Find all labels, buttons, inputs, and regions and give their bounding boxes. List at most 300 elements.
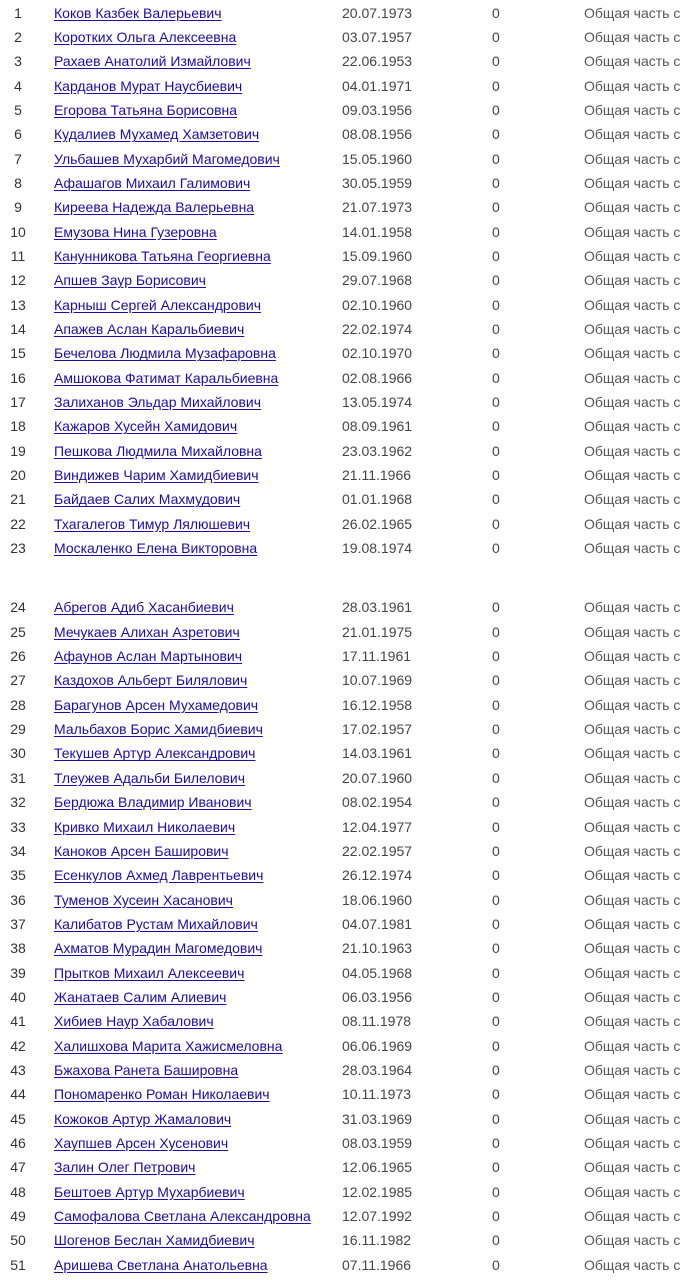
list-part: Общая часть с bbox=[584, 223, 680, 240]
vote-count: 0 bbox=[492, 28, 500, 45]
table-row bbox=[0, 936, 680, 960]
candidate-name-link[interactable]: Хаупшев Арсен Хусенович bbox=[54, 1134, 229, 1151]
list-part: Общая часть с bbox=[584, 77, 680, 94]
candidate-name-link[interactable]: Виндижев Чарим Хамидбиевич bbox=[54, 467, 259, 484]
birth-date: 21.11.1966 bbox=[342, 467, 412, 484]
birth-date: 26.02.1965 bbox=[342, 515, 413, 532]
list-part: Общая часть с bbox=[584, 247, 680, 264]
table-row bbox=[0, 1082, 680, 1106]
row-number: 49 bbox=[10, 1208, 26, 1224]
table-row bbox=[0, 512, 680, 536]
candidate-name-link[interactable]: Емузова Нина Гузеровна bbox=[54, 223, 217, 240]
birth-date: 12.07.1992 bbox=[342, 1208, 413, 1224]
vote-count: 0 bbox=[492, 491, 500, 508]
table-row bbox=[0, 595, 680, 619]
birth-date: 06.03.1956 bbox=[342, 988, 413, 1005]
candidate-name-link[interactable]: Рахаев Анатолий Измайлович bbox=[54, 53, 251, 70]
row-number: 50 bbox=[10, 1232, 26, 1249]
list-part: Общая часть с bbox=[584, 4, 680, 21]
birth-date: 06.06.1969 bbox=[342, 1037, 413, 1054]
row-number: 9 bbox=[14, 199, 22, 216]
vote-count: 0 bbox=[492, 1061, 500, 1078]
birth-date: 16.11.1982 bbox=[342, 1232, 412, 1249]
row-number: 2 bbox=[14, 28, 22, 45]
candidate-name-link[interactable]: Калибатов Рустам Михайлович bbox=[54, 915, 258, 932]
table-row bbox=[0, 414, 680, 438]
table-row bbox=[0, 220, 680, 244]
list-part: Общая часть с bbox=[584, 769, 680, 786]
list-part: Общая часть с bbox=[584, 867, 680, 884]
row-number: 11 bbox=[10, 247, 26, 264]
candidate-name-link[interactable]: Пешкова Людмила Михайловна bbox=[54, 442, 262, 459]
row-number: 33 bbox=[10, 818, 26, 835]
table-row bbox=[0, 1107, 680, 1131]
candidate-name-link[interactable]: Барагунов Арсен Мухамедович bbox=[54, 696, 259, 713]
list-part: Общая часть с bbox=[584, 964, 680, 981]
candidate-name-link[interactable]: Апажев Аслан Каральбиевич bbox=[54, 320, 245, 337]
birth-date: 03.07.1957 bbox=[342, 28, 413, 45]
table-row bbox=[0, 1180, 680, 1204]
candidate-name-link[interactable]: Жанатаев Салим Алиевич bbox=[54, 988, 227, 1005]
birth-date: 04.05.1968 bbox=[342, 964, 413, 981]
list-part: Общая часть с bbox=[584, 150, 680, 167]
birth-date: 08.09.1961 bbox=[342, 418, 413, 435]
birth-date: 08.03.1959 bbox=[342, 1134, 413, 1151]
table-row bbox=[0, 1058, 680, 1082]
table-row bbox=[0, 1131, 680, 1155]
vote-count: 0 bbox=[492, 296, 500, 313]
row-number: 3 bbox=[14, 53, 22, 70]
vote-count: 0 bbox=[492, 696, 500, 713]
table-row bbox=[0, 98, 680, 122]
candidate-name-link[interactable]: Залиханов Эльдар Михайлович bbox=[54, 394, 261, 410]
table-row bbox=[0, 268, 680, 292]
table-row bbox=[0, 863, 680, 887]
vote-count: 0 bbox=[492, 320, 500, 337]
row-number: 45 bbox=[10, 1110, 26, 1127]
table-row bbox=[0, 839, 680, 863]
row-number: 44 bbox=[10, 1086, 26, 1103]
row-number: 34 bbox=[10, 842, 26, 859]
birth-date: 28.03.1961 bbox=[342, 599, 413, 616]
vote-count: 0 bbox=[492, 599, 500, 616]
row-number: 39 bbox=[10, 964, 26, 981]
vote-count: 0 bbox=[492, 272, 500, 289]
list-part: Общая часть с bbox=[584, 491, 680, 508]
vote-count: 0 bbox=[492, 1256, 500, 1273]
row-number: 24 bbox=[10, 599, 26, 616]
table-row bbox=[0, 1155, 680, 1179]
table-row bbox=[0, 620, 680, 644]
table-row bbox=[0, 341, 680, 365]
vote-count: 0 bbox=[492, 891, 500, 908]
table-row bbox=[0, 717, 680, 741]
vote-count: 0 bbox=[492, 1232, 500, 1249]
table-row bbox=[0, 244, 680, 268]
vote-count: 0 bbox=[492, 745, 500, 762]
vote-count: 0 bbox=[492, 418, 500, 435]
table-row bbox=[0, 195, 680, 219]
table-row bbox=[0, 1253, 680, 1277]
row-number: 23 bbox=[10, 540, 26, 557]
birth-date: 18.06.1960 bbox=[342, 891, 413, 908]
birth-date: 22.06.1953 bbox=[342, 53, 413, 70]
birth-date: 13.05.1974 bbox=[342, 394, 413, 410]
candidate-name-link[interactable]: Есенкулов Ахмед Лаврентьевич bbox=[54, 867, 264, 884]
candidate-name-link[interactable]: Амшокова Фатимат Каральбиевна bbox=[54, 369, 279, 386]
row-number: 26 bbox=[10, 648, 26, 665]
birth-date: 08.02.1954 bbox=[342, 794, 413, 811]
vote-count: 0 bbox=[492, 1086, 500, 1103]
birth-date: 02.10.1960 bbox=[342, 296, 413, 313]
table-row bbox=[0, 1, 680, 25]
birth-date: 20.07.1960 bbox=[342, 769, 413, 786]
candidate-name-link[interactable]: Бештоев Артур Мухарбиевич bbox=[54, 1183, 245, 1200]
row-number: 47 bbox=[10, 1159, 26, 1176]
birth-date: 12.06.1965 bbox=[342, 1159, 413, 1176]
row-number: 43 bbox=[10, 1061, 26, 1078]
row-number: 6 bbox=[14, 126, 22, 143]
list-part: Общая часть с bbox=[584, 1159, 680, 1176]
list-part: Общая часть с bbox=[584, 1232, 680, 1249]
candidate-name-link[interactable]: Аришева Светлана Анатольевна bbox=[54, 1256, 268, 1273]
birth-date: 31.03.1969 bbox=[342, 1110, 413, 1127]
list-part: Общая часть с bbox=[584, 53, 680, 70]
table-row bbox=[0, 487, 680, 511]
candidate-name-link[interactable]: Мечукаев Алихан Азретович bbox=[54, 623, 240, 640]
row-number: 5 bbox=[14, 101, 22, 118]
birth-date: 14.01.1958 bbox=[342, 223, 413, 240]
candidate-name-link[interactable]: Егорова Татьяна Борисовна bbox=[54, 101, 238, 118]
row-number: 31 bbox=[10, 769, 26, 786]
candidate-name-link[interactable]: Тхагалегов Тимур Лялюшевич bbox=[54, 515, 251, 532]
table-row bbox=[0, 147, 680, 171]
vote-count: 0 bbox=[492, 1183, 500, 1200]
birth-date: 20.07.1973 bbox=[342, 4, 413, 21]
list-part: Общая часть с bbox=[584, 1013, 680, 1030]
table-row bbox=[0, 439, 680, 463]
vote-count: 0 bbox=[492, 672, 500, 689]
row-number: 22 bbox=[10, 515, 26, 532]
list-part: Общая часть с bbox=[584, 1183, 680, 1200]
row-number: 51 bbox=[10, 1256, 26, 1273]
candidate-name-link[interactable]: Москаленко Елена Викторовна bbox=[54, 540, 258, 557]
row-number: 8 bbox=[14, 174, 22, 191]
list-part: Общая часть с bbox=[584, 623, 680, 640]
table-row bbox=[0, 293, 680, 317]
birth-date: 12.02.1985 bbox=[342, 1183, 413, 1200]
row-number: 19 bbox=[10, 442, 26, 459]
list-part: Общая часть с bbox=[584, 126, 680, 143]
vote-count: 0 bbox=[492, 394, 500, 410]
row-number: 41 bbox=[10, 1013, 26, 1030]
candidate-name-link[interactable]: Ахматов Мурадин Магомедович bbox=[54, 940, 263, 957]
row-number: 10 bbox=[10, 223, 26, 240]
candidate-name-link[interactable]: Тлеужев Адальби Билелович bbox=[54, 769, 246, 786]
list-part: Общая часть с bbox=[584, 721, 680, 738]
birth-date: 10.07.1969 bbox=[342, 672, 413, 689]
row-number: 17 bbox=[10, 394, 26, 410]
vote-count: 0 bbox=[492, 1159, 500, 1176]
vote-count: 0 bbox=[492, 988, 500, 1005]
vote-count: 0 bbox=[492, 223, 500, 240]
table-row bbox=[0, 790, 680, 814]
vote-count: 0 bbox=[492, 1110, 500, 1127]
row-number: 35 bbox=[10, 867, 26, 884]
list-part: Общая часть с bbox=[584, 199, 680, 216]
table-row bbox=[0, 1034, 680, 1058]
candidate-name-link[interactable]: Туменов Хусеин Хасанович bbox=[54, 891, 233, 908]
table-row bbox=[0, 1009, 680, 1033]
candidate-name-link[interactable]: Апшев Заур Борисович bbox=[54, 272, 206, 289]
vote-count: 0 bbox=[492, 940, 500, 957]
list-part: Общая часть с bbox=[584, 418, 680, 435]
candidate-name-link[interactable]: Залин Олег Петрович bbox=[54, 1159, 196, 1176]
table-row bbox=[0, 741, 680, 765]
list-part: Общая часть с bbox=[584, 940, 680, 957]
list-part: Общая часть с bbox=[584, 988, 680, 1005]
candidate-name-link[interactable]: Афаунов Аслан Мартынович bbox=[54, 648, 243, 665]
list-part: Общая часть с bbox=[584, 296, 680, 313]
list-part: Общая часть с bbox=[584, 672, 680, 689]
list-part: Общая часть с bbox=[584, 369, 680, 386]
list-part: Общая часть с bbox=[584, 28, 680, 45]
list-part: Общая часть с bbox=[584, 794, 680, 811]
list-part: Общая часть с bbox=[584, 842, 680, 859]
row-number: 16 bbox=[10, 369, 26, 386]
birth-date: 21.07.1973 bbox=[342, 199, 413, 216]
candidate-name-link[interactable]: Бердюжа Владимир Иванович bbox=[54, 794, 252, 811]
row-number: 32 bbox=[10, 794, 26, 811]
vote-count: 0 bbox=[492, 4, 500, 21]
vote-count: 0 bbox=[492, 818, 500, 835]
vote-count: 0 bbox=[492, 101, 500, 118]
row-number: 18 bbox=[10, 418, 26, 435]
candidate-name-link[interactable]: Халишхова Марита Хажисмеловна bbox=[54, 1037, 283, 1054]
row-number: 30 bbox=[10, 745, 26, 762]
list-part: Общая часть с bbox=[584, 1110, 680, 1127]
vote-count: 0 bbox=[492, 623, 500, 640]
table-row bbox=[0, 644, 680, 668]
vote-count: 0 bbox=[492, 442, 500, 459]
birth-date: 12.04.1977 bbox=[342, 818, 413, 835]
list-part: Общая часть с bbox=[584, 1037, 680, 1054]
birth-date: 09.03.1956 bbox=[342, 101, 413, 118]
list-part: Общая часть с bbox=[584, 442, 680, 459]
list-part: Общая часть с bbox=[584, 1256, 680, 1273]
candidate-name-link[interactable]: Текушев Артур Александрович bbox=[54, 745, 256, 762]
candidate-name-link[interactable]: Абрегов Адиб Хасанбиевич bbox=[54, 599, 234, 616]
list-part: Общая часть с bbox=[584, 101, 680, 118]
row-number: 14 bbox=[10, 320, 26, 337]
birth-date: 21.01.1975 bbox=[342, 623, 413, 640]
list-part: Общая часть с bbox=[584, 648, 680, 665]
birth-date: 19.08.1974 bbox=[342, 540, 413, 557]
birth-date: 22.02.1957 bbox=[342, 842, 413, 859]
table-row bbox=[0, 985, 680, 1009]
vote-count: 0 bbox=[492, 515, 500, 532]
birth-date: 04.01.1971 bbox=[342, 77, 413, 94]
table-row bbox=[0, 463, 680, 487]
row-number: 42 bbox=[10, 1037, 26, 1054]
candidate-name-link[interactable]: Коков Казбек Валерьевич bbox=[54, 4, 222, 21]
candidate-name-link[interactable]: Шогенов Беслан Хамидбиевич bbox=[54, 1232, 255, 1249]
list-part: Общая часть с bbox=[584, 345, 680, 362]
vote-count: 0 bbox=[492, 721, 500, 738]
list-part: Общая часть с bbox=[584, 1134, 680, 1151]
list-part: Общая часть с bbox=[584, 1086, 680, 1103]
list-part: Общая часть с bbox=[584, 1208, 680, 1224]
row-number: 29 bbox=[10, 721, 26, 738]
candidate-name-link[interactable]: Каноков Арсен Баширович bbox=[54, 842, 229, 859]
vote-count: 0 bbox=[492, 174, 500, 191]
candidate-name-link[interactable]: Кудалиев Мухамед Хамзетович bbox=[54, 126, 260, 143]
list-part: Общая часть с bbox=[584, 467, 680, 484]
candidate-name-link[interactable]: Самофалова Светлана Александровна bbox=[54, 1208, 311, 1224]
list-part: Общая часть с bbox=[584, 891, 680, 908]
row-number: 21 bbox=[10, 491, 26, 508]
candidate-name-link[interactable]: Кожоков Артур Жамалович bbox=[54, 1110, 232, 1127]
birth-date: 28.03.1964 bbox=[342, 1061, 413, 1078]
table-row bbox=[0, 122, 680, 146]
table-row bbox=[0, 49, 680, 73]
row-number: 25 bbox=[10, 623, 26, 640]
row-number: 40 bbox=[10, 988, 26, 1005]
table-row bbox=[0, 171, 680, 195]
list-part: Общая часть с bbox=[584, 818, 680, 835]
birth-date: 22.02.1974 bbox=[342, 320, 413, 337]
candidate-name-link[interactable]: Бечелова Людмила Музафаровна bbox=[54, 345, 276, 362]
vote-count: 0 bbox=[492, 867, 500, 884]
birth-date: 08.08.1956 bbox=[342, 126, 413, 143]
vote-count: 0 bbox=[492, 150, 500, 167]
table-row bbox=[0, 815, 680, 839]
vote-count: 0 bbox=[492, 53, 500, 70]
table-row bbox=[0, 74, 680, 98]
table-row bbox=[0, 366, 680, 390]
row-number: 7 bbox=[14, 150, 22, 167]
list-part: Общая часть с bbox=[584, 915, 680, 932]
table-row bbox=[0, 25, 680, 49]
candidate-name-link[interactable]: Канунникова Татьяна Георгиевна bbox=[54, 247, 271, 264]
table-row bbox=[0, 536, 680, 560]
list-part: Общая часть с bbox=[584, 1061, 680, 1078]
group-separator bbox=[0, 560, 680, 595]
birth-date: 08.11.1978 bbox=[342, 1013, 412, 1030]
birth-date: 02.08.1966 bbox=[342, 369, 413, 386]
list-part: Общая часть с bbox=[584, 540, 680, 557]
table-row bbox=[0, 961, 680, 985]
vote-count: 0 bbox=[492, 369, 500, 386]
birth-date: 17.11.1961 bbox=[342, 648, 412, 665]
birth-date: 10.11.1973 bbox=[342, 1086, 412, 1103]
candidate-name-link[interactable]: Ульбашев Мухарбий Магомедович bbox=[54, 150, 280, 167]
vote-count: 0 bbox=[492, 1134, 500, 1151]
birth-date: 14.03.1961 bbox=[342, 745, 413, 762]
candidate-name-link[interactable]: Хибиев Наур Хабалович bbox=[54, 1013, 214, 1030]
table-row bbox=[0, 390, 680, 414]
table-row bbox=[0, 668, 680, 692]
list-part: Общая часть с bbox=[584, 696, 680, 713]
birth-date: 30.05.1959 bbox=[342, 174, 413, 191]
candidate-name-link[interactable]: Мальбахов Борис Хамидбиевич bbox=[54, 721, 263, 738]
birth-date: 15.09.1960 bbox=[342, 247, 413, 264]
vote-count: 0 bbox=[492, 77, 500, 94]
vote-count: 0 bbox=[492, 247, 500, 264]
vote-count: 0 bbox=[492, 467, 500, 484]
row-number: 37 bbox=[10, 915, 26, 932]
list-part: Общая часть с bbox=[584, 745, 680, 762]
table-row bbox=[0, 888, 680, 912]
candidate-name-link[interactable]: Карныш Сергей Александрович bbox=[54, 296, 262, 313]
row-number: 27 bbox=[10, 672, 26, 689]
table-row bbox=[0, 317, 680, 341]
candidate-name-link[interactable]: Карданов Мурат Наусбиевич bbox=[54, 77, 243, 94]
vote-count: 0 bbox=[492, 915, 500, 932]
list-part: Общая часть с bbox=[584, 272, 680, 289]
row-number: 28 bbox=[10, 696, 26, 713]
list-part: Общая часть с bbox=[584, 515, 680, 532]
birth-date: 29.07.1968 bbox=[342, 272, 413, 289]
birth-date: 07.11.1966 bbox=[342, 1256, 412, 1273]
list-part: Общая часть с bbox=[584, 599, 680, 616]
vote-count: 0 bbox=[492, 648, 500, 665]
vote-count: 0 bbox=[492, 126, 500, 143]
birth-date: 15.05.1960 bbox=[342, 150, 413, 167]
candidate-name-link[interactable]: Бжахова Ранета Башировна bbox=[54, 1061, 239, 1078]
birth-date: 17.02.1957 bbox=[342, 721, 413, 738]
vote-count: 0 bbox=[492, 199, 500, 216]
candidate-name-link[interactable]: Каздохов Альберт Билялович bbox=[54, 672, 248, 689]
candidate-name-link[interactable]: Кривко Михаил Николаевич bbox=[54, 818, 236, 835]
candidate-name-link[interactable]: Коротких Ольга Алексеевна bbox=[54, 28, 237, 45]
row-number: 48 bbox=[10, 1183, 26, 1200]
vote-count: 0 bbox=[492, 540, 500, 557]
vote-count: 0 bbox=[492, 1037, 500, 1054]
candidate-name-link[interactable]: Байдаев Салих Махмудович bbox=[54, 491, 241, 508]
row-number: 38 bbox=[10, 940, 26, 957]
candidate-name-link[interactable]: Пономаренко Роман Николаевич bbox=[54, 1086, 270, 1103]
vote-count: 0 bbox=[492, 964, 500, 981]
birth-date: 02.10.1970 bbox=[342, 345, 413, 362]
table-row bbox=[0, 912, 680, 936]
list-part: Общая часть с bbox=[584, 320, 680, 337]
row-number: 1 bbox=[14, 4, 22, 21]
list-part: Общая часть с bbox=[584, 394, 680, 410]
vote-count: 0 bbox=[492, 842, 500, 859]
list-part: Общая часть с bbox=[584, 174, 680, 191]
row-number: 15 bbox=[10, 345, 26, 362]
row-number: 20 bbox=[10, 467, 26, 484]
candidate-name-link[interactable]: Прытков Михаил Алексеевич bbox=[54, 964, 245, 981]
row-number: 36 bbox=[10, 891, 26, 908]
birth-date: 21.10.1963 bbox=[342, 940, 413, 957]
vote-count: 0 bbox=[492, 769, 500, 786]
candidate-name-link[interactable]: Афашагов Михаил Галимович bbox=[54, 174, 251, 191]
birth-date: 26.12.1974 bbox=[342, 867, 413, 884]
table-row bbox=[0, 693, 680, 717]
table-row bbox=[0, 1228, 680, 1252]
birth-date: 16.12.1958 bbox=[342, 696, 413, 713]
candidate-name-link[interactable]: Киреева Надежда Валерьевна bbox=[54, 199, 255, 216]
table-row bbox=[0, 1204, 680, 1228]
birth-date: 01.01.1968 bbox=[342, 491, 413, 508]
row-number: 12 bbox=[10, 272, 26, 289]
vote-count: 0 bbox=[492, 1208, 500, 1224]
vote-count: 0 bbox=[492, 794, 500, 811]
vote-count: 0 bbox=[492, 1013, 500, 1030]
candidate-name-link[interactable]: Кажаров Хусейн Хамидович bbox=[54, 418, 238, 435]
